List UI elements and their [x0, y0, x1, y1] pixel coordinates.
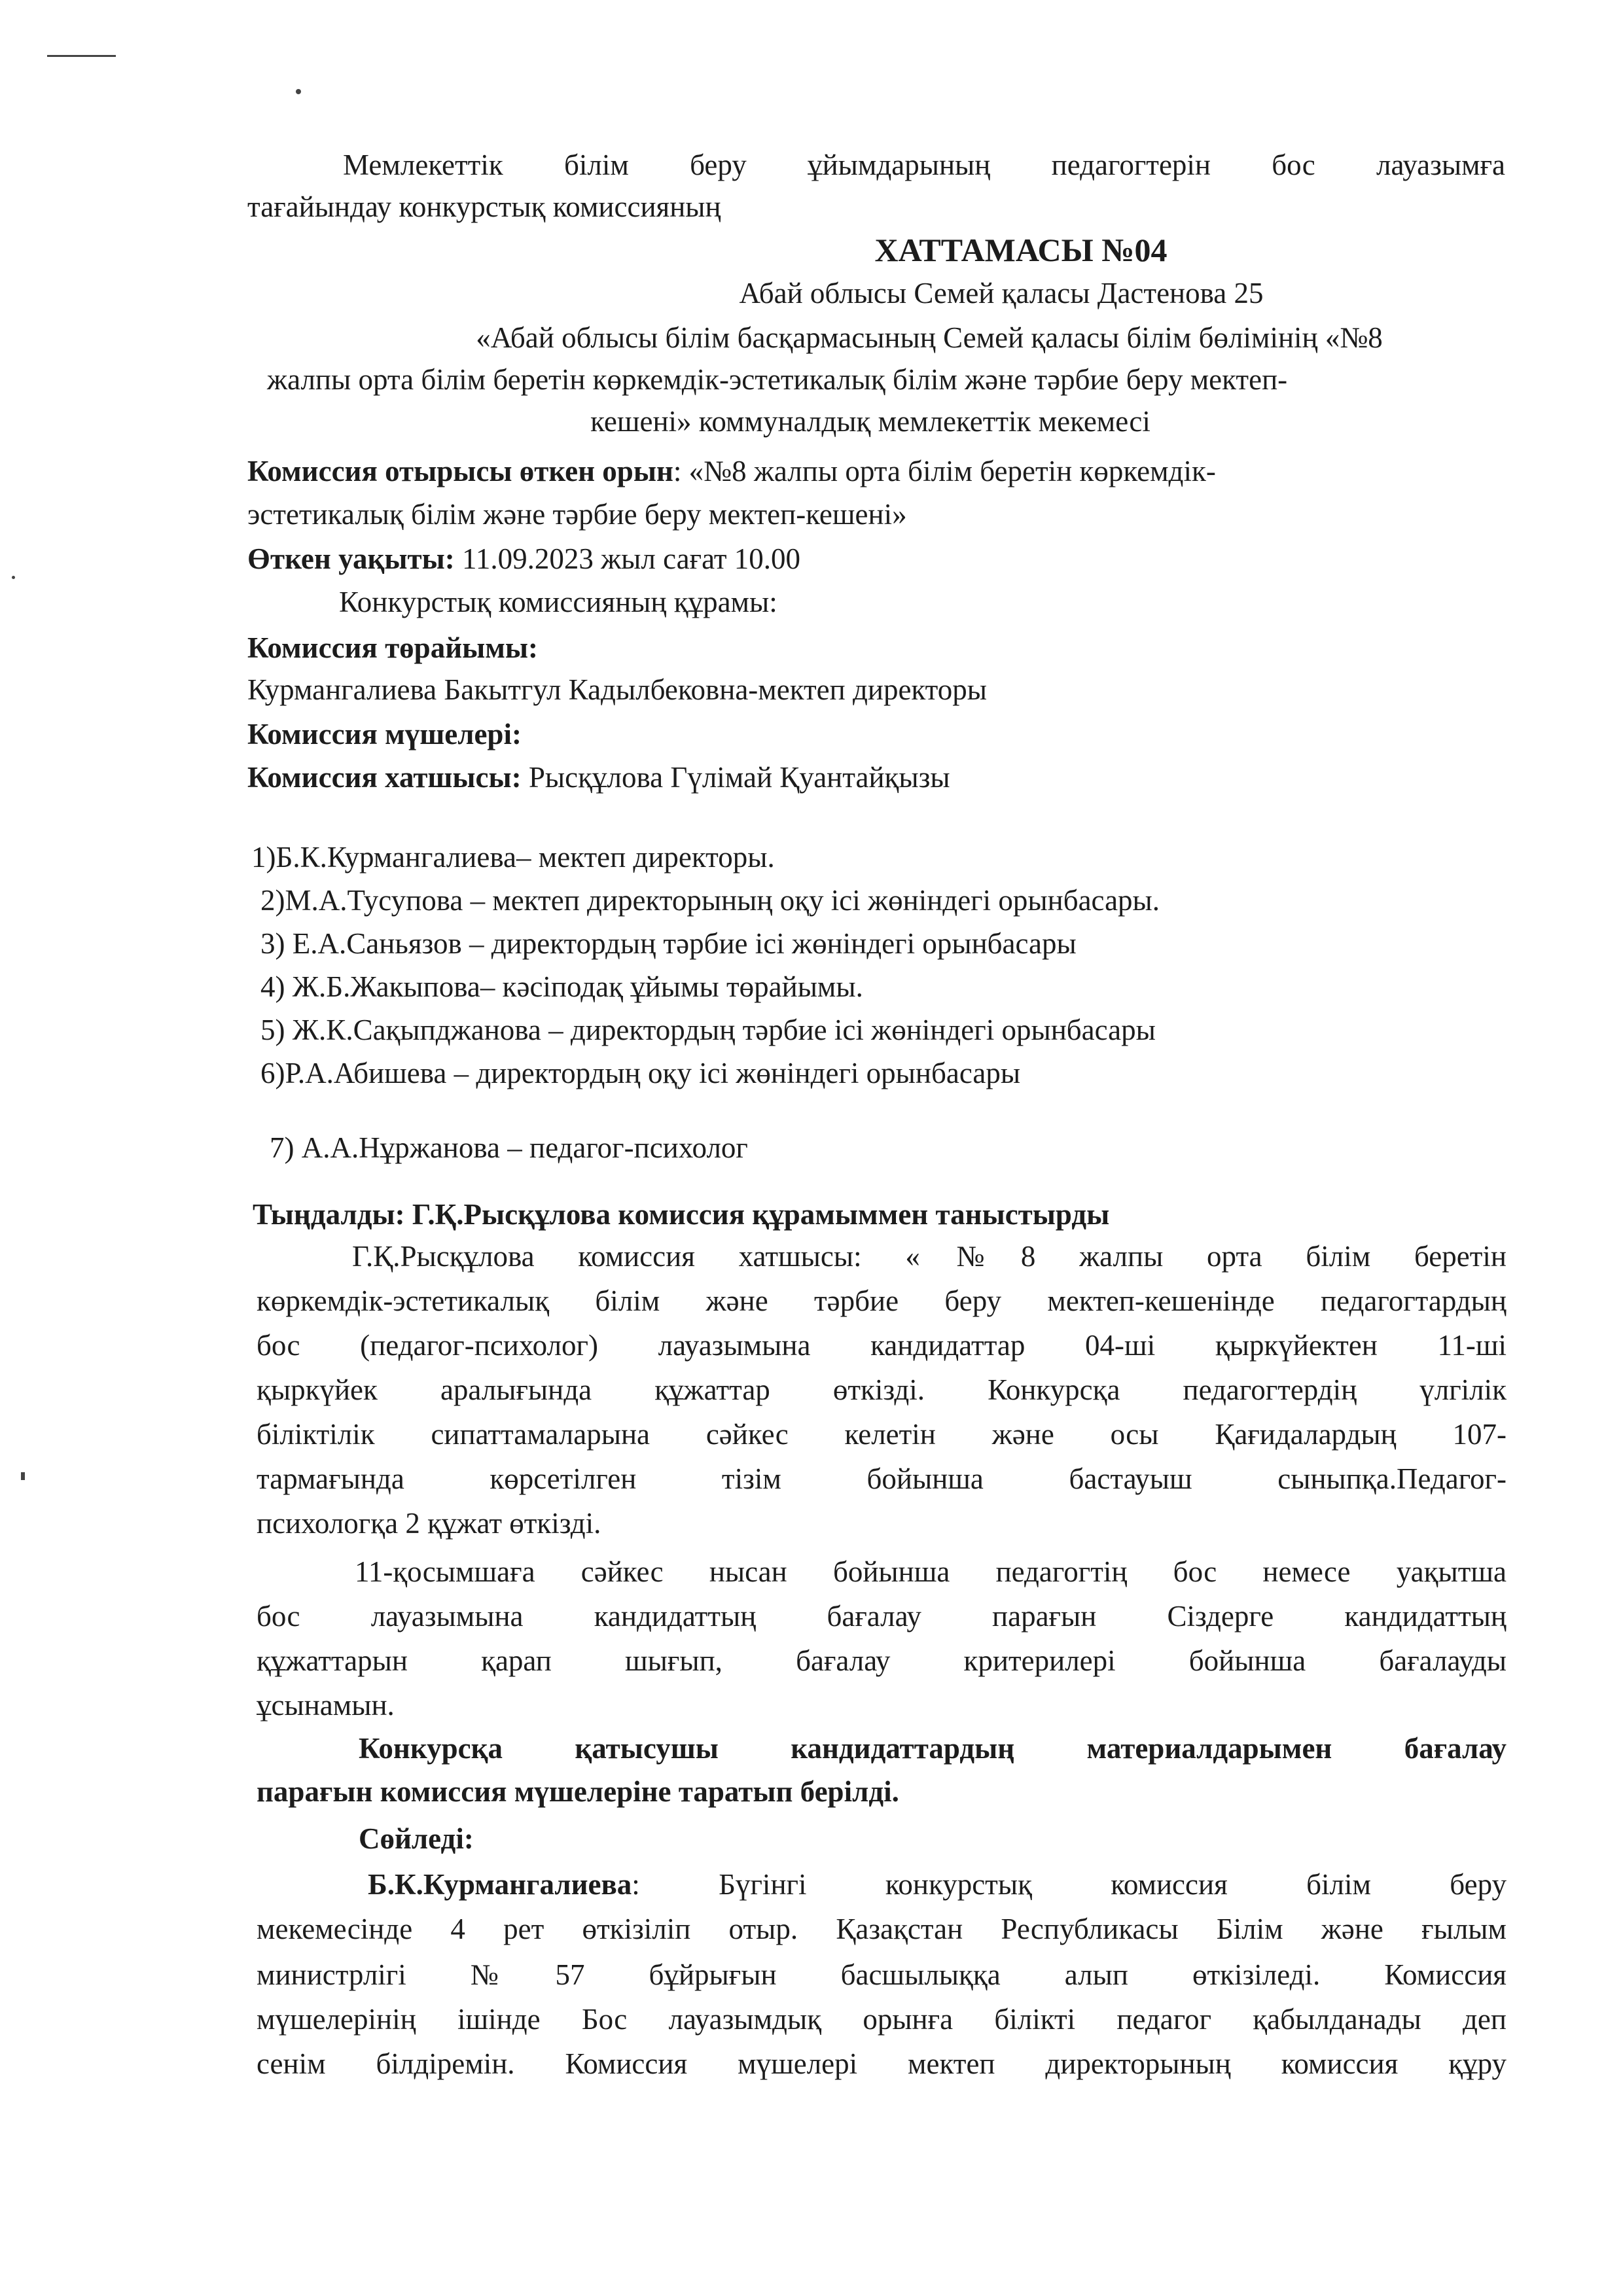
meeting-time: [247, 539, 800, 578]
scan-mark-top: [47, 55, 116, 57]
paragraph-line: [368, 1865, 1507, 1904]
scan-dot: [12, 576, 15, 579]
chair-label: Комиссия төрайымы:: [247, 631, 539, 664]
paragraph-line: сенім білдіремін. Комиссия мүшелері мектеп директорының комиссия құру: [257, 2047, 1507, 2080]
listened-heading: Тыңдалды: Г.Қ.Рысқұлова комиссия құрамыммен таныстырды: [253, 1198, 1110, 1231]
speech-text: : Бүгінгі конкурстық комиссия білім беру: [632, 1868, 1507, 1901]
document-title: ХАТТАМАСЫ №04: [874, 232, 1168, 268]
address: Абай облысы Семей қаласы Дастенова 25: [739, 277, 1264, 309]
meeting-place-value: : «№8 жалпы орта білім беретін көркемдік-: [673, 455, 1216, 487]
paragraph-line: Г.Қ.Рысқұлова комиссия хатшысы: «№8 жалпы орта білім беретін: [352, 1240, 1507, 1273]
member-item: 6)Р.А.Абишева – директордың оқу ісі жөніндегі орынбасары: [260, 1057, 1021, 1089]
org-line-2: жалпы орта білім беретін көркемдік-эстетикалық білім және тәрбие беру мектеп-: [267, 363, 1288, 396]
paragraph-line: министрлігі №57 бұйрығын басшылыққа алып өткізіледі. Комиссия: [257, 1958, 1507, 1991]
scan-dot: [21, 1472, 25, 1480]
member-item: 2)М.А.Тусупова – мектеп директорының оқу ісі жөніндегі орынбасары.: [260, 884, 1160, 917]
meeting-place: [247, 451, 1216, 491]
speaker-name: Б.К.Курмангалиева: [368, 1868, 632, 1901]
header-line-1: Мемлекеттік білім беру ұйымдарының педагогтерін бос лауазымға: [343, 149, 1505, 181]
meeting-place-label: Комиссия отырысы өткен орын: [247, 455, 673, 487]
paragraph-line: бос лауазымына кандидаттың бағалау парағын Сіздерге кандидаттың: [257, 1600, 1507, 1633]
meeting-place-cont: эстетикалық білім және тәрбие беру мектеп-кешені»: [247, 498, 907, 531]
paragraph-line: қыркүйек аралығында құжаттар өткізді. Конкурсқа педагогтердің үлгілік: [257, 1373, 1507, 1406]
paragraph-line: құжаттарын қарап шығып, бағалау критерилері бойынша бағалауды: [257, 1644, 1507, 1677]
paragraph-line-bold: парағын комиссия мүшелеріне таратып берілді.: [257, 1775, 899, 1808]
paragraph-line: бос (педагог-психолог) лауазымына кандидаттар 04-ші қыркүйектен 11-ші: [257, 1329, 1507, 1362]
meeting-time-value: 11.09.2023 жыл сағат 10.00: [454, 542, 801, 575]
paragraph-line-bold: Конкурсқа қатысушы кандидаттардың материалдарымен бағалау: [359, 1732, 1507, 1765]
composition-heading: Конкурстық комиссияның құрамы:: [339, 586, 777, 618]
secretary-value: Рысқұлова Гүлімай Қуантайқызы: [521, 761, 950, 794]
paragraph-line: біліктілік сипаттамаларына сәйкес келетін және осы Қағидалардың 107-: [257, 1418, 1507, 1451]
member-item: 3) Е.А.Саньязов – директордың тәрбие ісі жөніндегі орынбасары: [260, 927, 1077, 960]
members-label: Комиссия мүшелері:: [247, 718, 522, 751]
speech-heading: Сөйледі:: [359, 1822, 474, 1855]
paragraph-line: психологқа 2 құжат өткізді.: [257, 1507, 601, 1540]
header-line-2: тағайындау конкурстық комиссияның: [247, 190, 721, 223]
paragraph-line: көркемдік-эстетикалық білім және тәрбие беру мектеп-кешенінде педагогтардың: [257, 1284, 1507, 1317]
scan-dot: [296, 89, 301, 94]
paragraph-line: тармағында көрсетілген тізім бойынша бастауыш сыныпқа.Педагог-: [257, 1462, 1507, 1495]
org-line-1: «Абай облысы білім басқармасының Семей қаласы білім бөлімінің «№8: [476, 321, 1383, 354]
secretary-label: Комиссия хатшысы:: [247, 761, 522, 794]
paragraph-line: мекемесінде 4 рет өткізіліп отыр. Қазақстан Республикасы Білім және ғылым: [257, 1913, 1507, 1945]
chair-value: Курмангалиева Бакытгул Кадылбековна-мектеп директоры: [247, 673, 987, 706]
member-item: 5) Ж.К.Сақыпджанова – директордың тәрбие ісі жөніндегі орынбасары: [260, 1014, 1156, 1046]
member-item: 7) А.А.Нұржанова – педагог-психолог: [270, 1131, 748, 1164]
member-item: 1)Б.К.Курмангалиева– мектеп директоры.: [251, 841, 775, 874]
secretary: [247, 758, 950, 797]
paragraph-line: ұсынамын.: [257, 1689, 395, 1722]
meeting-time-label: Өткен уақыты:: [247, 542, 455, 575]
member-item: 4) Ж.Б.Жакыпова– кәсіподақ ұйымы төрайымы.: [260, 970, 863, 1003]
org-line-3: кешені» коммуналдық мемлекеттік мекемесі: [590, 405, 1150, 438]
paragraph-line: 11-қосымшаға сәйкес нысан бойынша педагогтің бос немесе уақытша: [355, 1555, 1507, 1588]
paragraph-line: мүшелерінің ішінде Бос лауазымдық орынға білікті педагог қабылданады деп: [257, 2003, 1507, 2036]
